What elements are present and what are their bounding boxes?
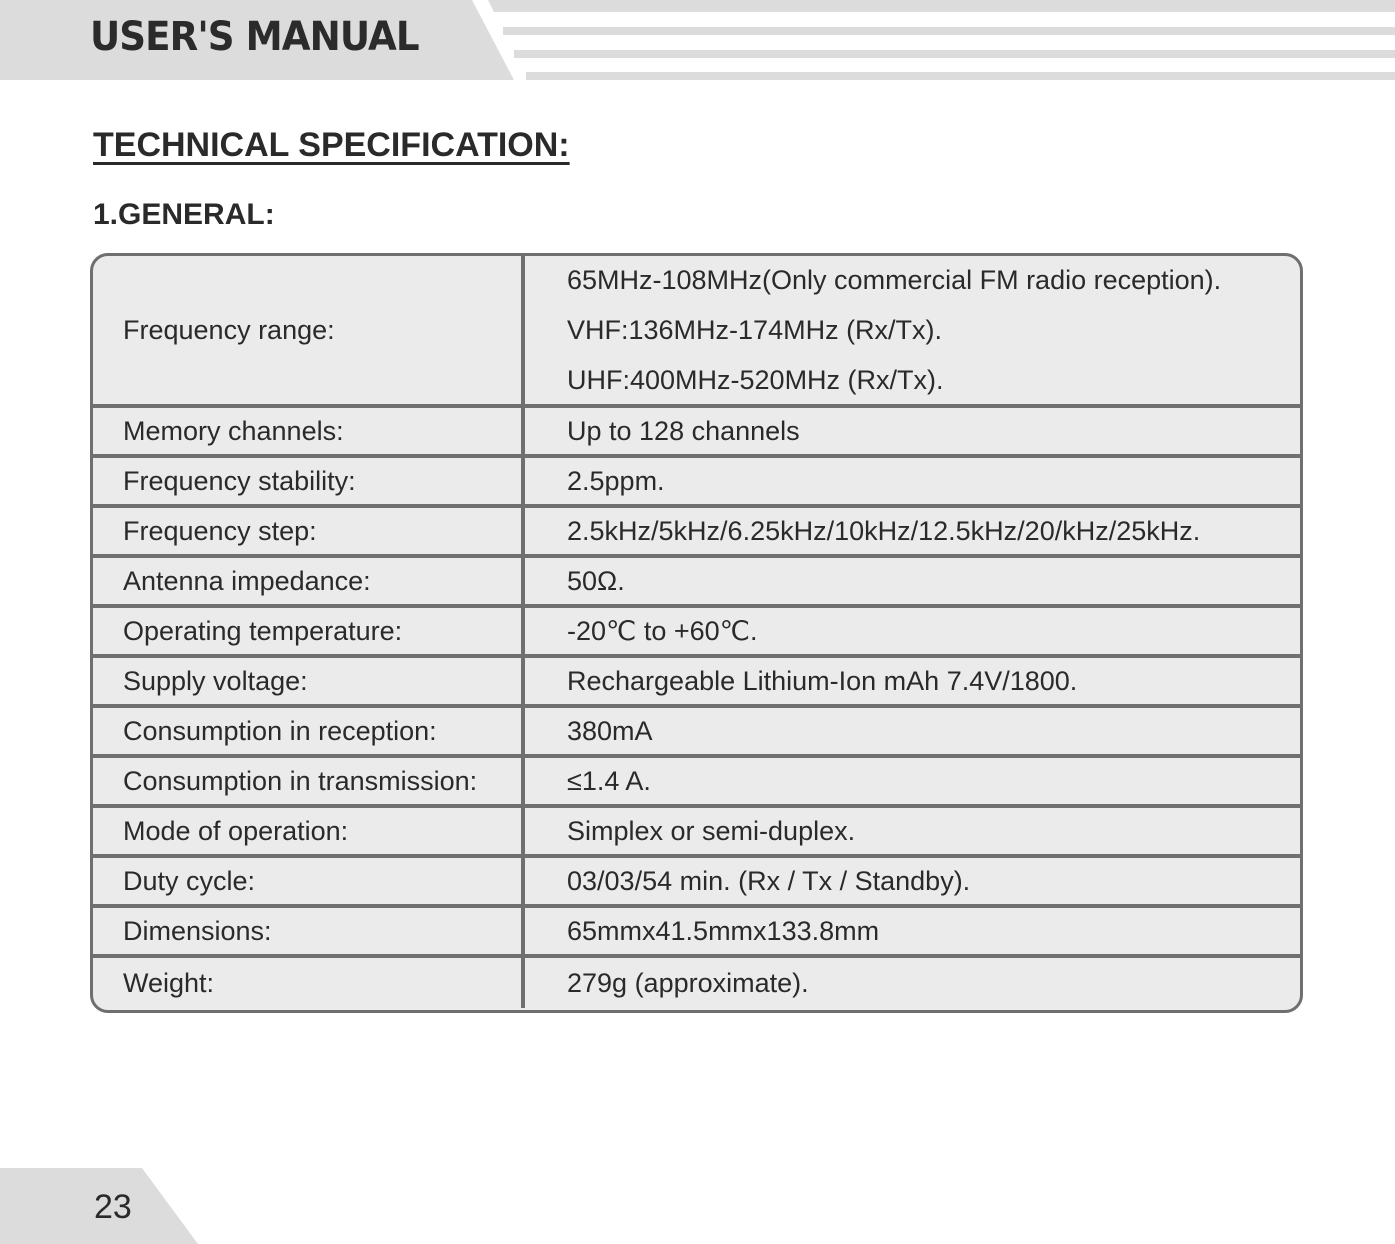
spec-label: Dimensions: [93, 908, 525, 954]
spec-value: 50Ω. [567, 565, 625, 596]
spec-value-line: 65MHz-108MHz(Only commercial FM radio reception). [567, 265, 1222, 295]
spec-label: Duty cycle: [93, 858, 525, 904]
table-row [93, 508, 1300, 558]
table-row [93, 958, 1300, 1008]
subsection-title [93, 198, 275, 232]
spec-value: Up to 128 channels [567, 415, 800, 446]
spec-value: Simplex or semi-duplex. [567, 815, 856, 846]
spec-value: 2.5ppm. [567, 465, 665, 496]
spec-label: Memory channels: [93, 408, 525, 454]
table-row [93, 256, 1300, 408]
spec-label: Supply voltage: [93, 658, 525, 704]
table-row [93, 708, 1300, 758]
table-row [93, 408, 1300, 458]
spec-value: Rechargeable Lithium-Ion mAh 7.4V/1800. [567, 665, 1078, 696]
spec-value-line: UHF:400MHz-520MHz (Rx/Tx). [567, 365, 944, 395]
spec-label: Consumption in reception: [93, 708, 525, 754]
spec-value [525, 256, 1300, 404]
spec-value-line: VHF:136MHz-174MHz (Rx/Tx). [567, 315, 943, 345]
table-row [93, 658, 1300, 708]
table-row [93, 608, 1300, 658]
spec-label: Mode of operation: [93, 808, 525, 854]
table-row [93, 858, 1300, 908]
table-row [93, 808, 1300, 858]
spec-label: Weight: [93, 958, 525, 1008]
spec-value: 279g (approximate). [567, 967, 809, 998]
section-title: TECHNICAL SPECIFICATION: [93, 126, 570, 164]
spec-value: 2.5kHz/5kHz/6.25kHz/10kHz/12.5kHz/20/kHz/25kHz. [567, 515, 1201, 546]
subsection-heading: 1.GENERAL [93, 198, 265, 231]
spec-label: Frequency stability: [93, 458, 525, 504]
subsection-colon: : [264, 198, 275, 231]
spec-value: 380mA [567, 715, 653, 746]
spec-label: Operating temperature: [93, 608, 525, 654]
table-row [93, 908, 1300, 958]
spec-value: 03/03/54 min. (Rx / Tx / Standby). [567, 865, 971, 896]
spec-label: Consumption in transmission: [93, 758, 525, 804]
page-number: 23 [94, 1188, 132, 1226]
table-row [93, 458, 1300, 508]
table-row [93, 758, 1300, 808]
manual-title: USER'S MANUAL [90, 14, 419, 60]
spec-value: ≤1.4 A. [567, 765, 651, 796]
spec-value: -20℃ to +60℃. [567, 615, 758, 646]
table-row [93, 558, 1300, 608]
spec-label: Frequency step: [93, 508, 525, 554]
spec-label: Frequency range: [93, 256, 525, 404]
spec-value: 65mmx41.5mmx133.8mm [567, 915, 880, 946]
spec-table [90, 253, 1303, 1013]
spec-label: Antenna impedance: [93, 558, 525, 604]
